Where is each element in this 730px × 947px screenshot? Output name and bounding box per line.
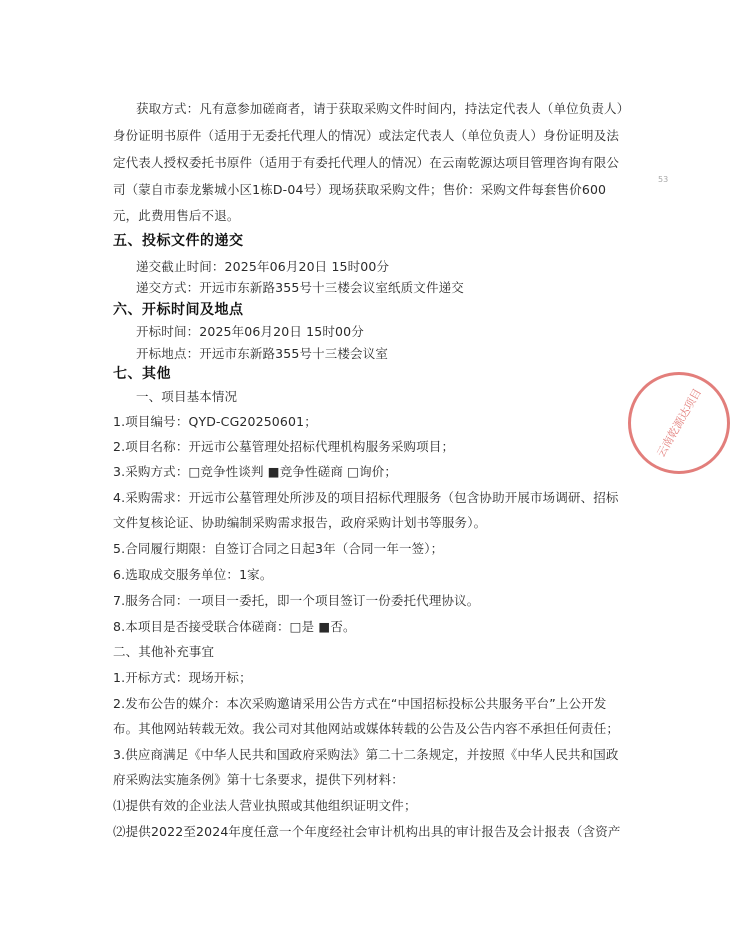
- seal-text: 云南乾源达项目: [654, 386, 705, 460]
- supplement-item: ⑵提供2022至2024年度任意一个年度经社会审计机构出具的审计报告及会计报表（含资产: [113, 824, 621, 839]
- basic-info-item: 2.项目名称：开远市公墓管理处招标代理机构服务采购项目；: [113, 439, 455, 454]
- section-5-heading: 五、投标文件的递交: [113, 233, 244, 249]
- supplement-item: ⑴提供有效的企业法人营业执照或其他组织证明文件；: [113, 798, 417, 813]
- acquire-line-1: 获取方式：凡有意参加磋商者，请于获取采购文件时间内，持法定代表人（单位负责人）: [136, 101, 630, 116]
- submit-deadline: 递交截止时间：2025年06月20日 15时00分: [136, 259, 390, 274]
- opening-time: 开标时间：2025年06月20日 15时00分: [136, 324, 364, 339]
- basic-info-item: 文件复核论证、协助编制采购需求报告，政府采购计划书等服务）。: [113, 515, 487, 530]
- acquire-line-3: 定代表人授权委托书原件（适用于有委托代理人的情况）在云南乾源达项目管理咨询有限公: [113, 155, 620, 170]
- acquire-line-4: 司（蒙自市泰龙紫城小区1栋D-04号）现场获取采购文件；售价：采购文件每套售价600: [113, 182, 607, 197]
- edge-page-mark: 53: [658, 175, 669, 184]
- basic-info-item: 8.本项目是否接受联合体磋商：□是 ■否。: [113, 619, 356, 634]
- section-6-heading: 六、开标时间及地点: [113, 302, 244, 318]
- basic-info-item: 5.合同履行期限：自签订合同之日起3年（合同一年一签）；: [113, 541, 444, 556]
- acquire-line-2: 身份证明书原件（适用于无委托代理人的情况）或法定代表人（单位负责人）身份证明及法: [113, 128, 620, 143]
- acquire-line-5: 元，此费用售后不退。: [113, 208, 240, 223]
- supplement-item: 布。其他网站转载无效。我公司对其他网站或媒体转载的公告及公告内容不承担任何责任；: [113, 721, 620, 736]
- supplement-item: 3.供应商满足《中华人民共和国政府采购法》第二十二条规定，并按照《中华人民共和国政: [113, 747, 619, 762]
- basic-info-item: 7.服务合同：一项目一委托，即一个项目签订一份委托代理协议。: [113, 593, 480, 608]
- section-7-heading: 七、其他: [113, 366, 171, 382]
- company-seal: [628, 372, 730, 474]
- supplement-item: 府采购法实施条例》第十七条要求，提供下列材料：: [113, 772, 404, 787]
- submit-location: 递交方式：开远市东新路355号十三楼会议室纸质文件递交: [136, 280, 464, 295]
- supplement-item: 1.开标方式：现场开标；: [113, 670, 252, 685]
- basic-info-item: 3.采购方式：□竞争性谈判 ■竞争性磋商 □询价；: [113, 464, 398, 479]
- basic-info-item: 1.项目编号：QYD-CG20250601；: [113, 414, 317, 429]
- subsection-basic-info: 一、项目基本情况: [136, 389, 238, 404]
- subsection-supplement: 二、其他补充事宜: [113, 644, 215, 659]
- supplement-item: 2.发布公告的媒介：本次采购邀请采用公告方式在“中国招标投标公共服务平台”上公开发: [113, 696, 607, 711]
- basic-info-item: 6.选取成交服务单位：1家。: [113, 567, 273, 582]
- opening-location: 开标地点：开远市东新路355号十三楼会议室: [136, 346, 389, 361]
- basic-info-item: 4.采购需求：开远市公墓管理处所涉及的项目招标代理服务（包含协助开展市场调研、招标: [113, 490, 619, 505]
